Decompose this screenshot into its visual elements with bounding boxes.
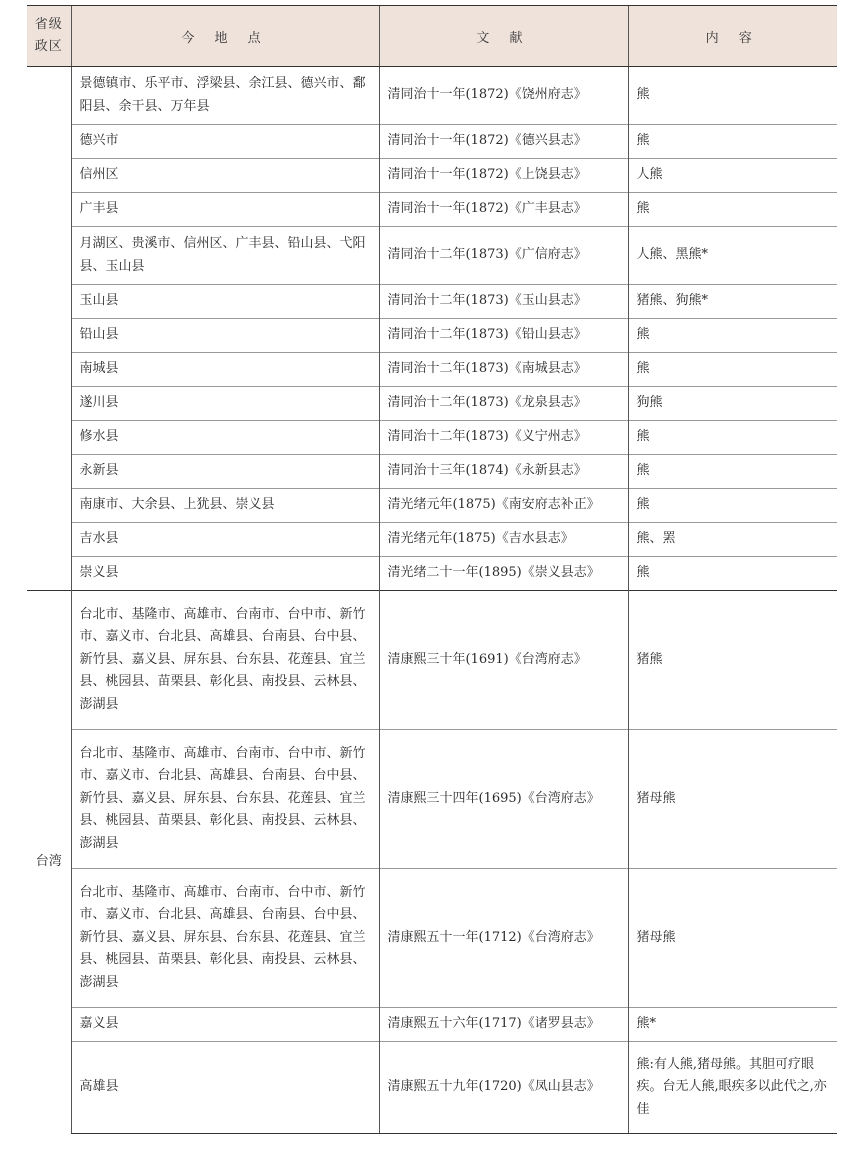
document-cell: 清光绪元年(1875)《南安府志补正》 [379,489,628,523]
table-row [27,421,837,455]
content-cell: 猪母熊 [628,869,837,1008]
place-cell: 吉水县 [71,523,379,557]
content-cell: 熊 [628,489,837,523]
place-cell: 崇义县 [71,557,379,591]
document-cell: 清同治十二年(1873)《广信府志》 [379,227,628,285]
table-row [27,227,837,285]
table-row [27,591,837,730]
place-cell: 南康市、大余县、上犹县、崇义县 [71,489,379,523]
place-cell: 信州区 [71,159,379,193]
content-cell: 人熊、黑熊* [628,227,837,285]
content-cell: 熊 [628,193,837,227]
document-cell: 清同治十二年(1873)《义宁州志》 [379,421,628,455]
content-cell: 熊 [628,353,837,387]
table-row [27,159,837,193]
content-cell: 猪母熊 [628,730,837,869]
place-cell: 台北市、基隆市、高雄市、台南市、台中市、新竹市、嘉义市、台北县、高雄县、台南县、台中县、新竹县、嘉义县、屏东县、台东县、花莲县、宜兰县、桃园县、苗栗县、彰化县、南投县、云林县、澎湖县 [71,591,379,730]
content-cell: 熊 [628,455,837,489]
place-cell: 铅山县 [71,319,379,353]
table-row [27,125,837,159]
content-cell: 狗熊 [628,387,837,421]
document-cell: 清光绪元年(1875)《吉水县志》 [379,523,628,557]
document-cell: 清康熙三十四年(1695)《台湾府志》 [379,730,628,869]
document-cell: 清同治十一年(1872)《广丰县志》 [379,193,628,227]
header-content: 内 容 [628,6,837,67]
content-cell: 熊、罴 [628,523,837,557]
content-cell: 人熊 [628,159,837,193]
place-cell: 遂川县 [71,387,379,421]
place-cell: 台北市、基隆市、高雄市、台南市、台中市、新竹市、嘉义市、台北县、高雄县、台南县、台中县、新竹县、嘉义县、屏东县、台东县、花莲县、宜兰县、桃园县、苗栗县、彰化县、南投县、云林县、澎湖县 [71,869,379,1008]
place-cell: 高雄县 [71,1042,379,1134]
table-row [27,1008,837,1042]
content-cell: 熊:有人熊,猪母熊。其胆可疗眼疾。台无人熊,眼疾多以此代之,亦佳 [628,1042,837,1134]
table-row [27,869,837,1008]
table-row [27,455,837,489]
table-header [27,6,837,67]
document-cell: 清同治十一年(1872)《上饶县志》 [379,159,628,193]
document-cell: 清同治十一年(1872)《饶州府志》 [379,67,628,125]
document-cell: 清同治十二年(1873)《玉山县志》 [379,285,628,319]
place-cell: 永新县 [71,455,379,489]
place-cell: 南城县 [71,353,379,387]
table-row [27,557,837,591]
table-row [27,730,837,869]
place-cell: 月湖区、贵溪市、信州区、广丰县、铅山县、弋阳县、玉山县 [71,227,379,285]
province-cell: 台湾 [27,591,71,1134]
table-row [27,285,837,319]
content-cell: 熊 [628,557,837,591]
content-cell: 猪熊、狗熊* [628,285,837,319]
table-row [27,353,837,387]
province-cell [27,67,71,591]
table-row [27,193,837,227]
content-cell: 熊 [628,319,837,353]
content-cell: 熊 [628,421,837,455]
header-province [27,6,71,67]
place-cell: 台北市、基隆市、高雄市、台南市、台中市、新竹市、嘉义市、台北县、高雄县、台南县、台中县、新竹县、嘉义县、屏东县、台东县、花莲县、宜兰县、桃园县、苗栗县、彰化县、南投县、云林县、澎湖县 [71,730,379,869]
table-row [27,489,837,523]
table-row [27,387,837,421]
header-place: 今 地 点 [71,6,379,67]
place-cell: 玉山县 [71,285,379,319]
document-cell: 清康熙三十年(1691)《台湾府志》 [379,591,628,730]
table-container [27,5,837,1134]
header-document: 文 献 [379,6,628,67]
table-row [27,523,837,557]
document-cell: 清同治十一年(1872)《德兴县志》 [379,125,628,159]
header-province-label: 省级 政区 [34,17,63,54]
records-table [27,5,837,1134]
content-cell: 熊* [628,1008,837,1042]
document-cell: 清康熙五十六年(1717)《诸罗县志》 [379,1008,628,1042]
table-row [27,319,837,353]
document-cell: 清同治十三年(1874)《永新县志》 [379,455,628,489]
document-cell: 清康熙五十一年(1712)《台湾府志》 [379,869,628,1008]
document-cell: 清同治十二年(1873)《铅山县志》 [379,319,628,353]
place-cell: 景德镇市、乐平市、浮梁县、余江县、德兴市、鄱阳县、余干县、万年县 [71,67,379,125]
place-cell: 修水县 [71,421,379,455]
document-cell: 清光绪二十一年(1895)《崇义县志》 [379,557,628,591]
document-cell: 清同治十二年(1873)《龙泉县志》 [379,387,628,421]
place-cell: 嘉义县 [71,1008,379,1042]
place-cell: 德兴市 [71,125,379,159]
table-body [27,67,837,1134]
place-cell: 广丰县 [71,193,379,227]
table-row [27,67,837,125]
document-cell: 清同治十二年(1873)《南城县志》 [379,353,628,387]
content-cell: 熊 [628,125,837,159]
content-cell: 熊 [628,67,837,125]
content-cell: 猪熊 [628,591,837,730]
table-row [27,1042,837,1134]
document-cell: 清康熙五十九年(1720)《凤山县志》 [379,1042,628,1134]
